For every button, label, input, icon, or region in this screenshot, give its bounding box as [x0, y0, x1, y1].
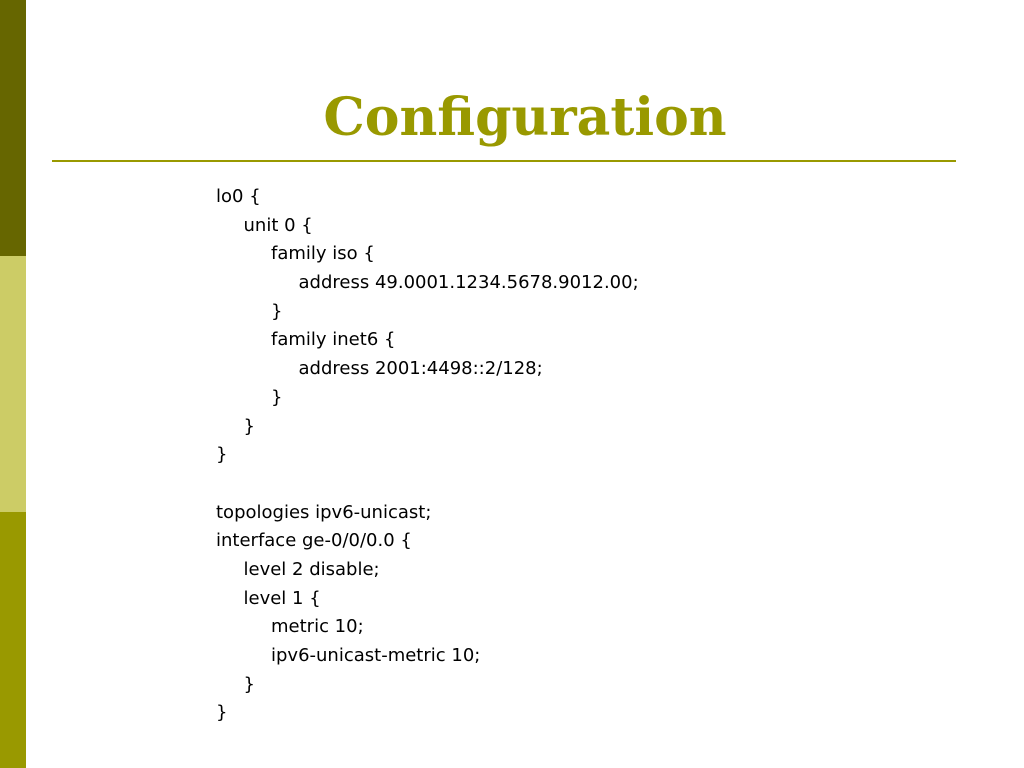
title-underline-rule — [52, 160, 956, 162]
code-line: lo0 { — [216, 186, 261, 207]
code-line: level 1 { — [243, 587, 321, 609]
code-line: ipv6-unicast-metric 10; — [271, 645, 481, 666]
decor-bar-bottom — [0, 512, 26, 768]
config-code-block — [216, 183, 639, 728]
code-line: address 2001:4498::2/128; — [298, 358, 543, 380]
decor-bar-middle — [0, 256, 26, 512]
code-line: } — [243, 673, 255, 695]
decor-bar-top — [0, 0, 26, 256]
code-line: metric 10; — [271, 616, 364, 638]
code-line: } — [271, 300, 283, 322]
code-line: unit 0 { — [243, 214, 313, 236]
code-line: family iso { — [271, 243, 375, 265]
code-line: family inet6 { — [271, 329, 396, 351]
code-line: } — [243, 415, 255, 437]
code-line: interface ge-0/0/0.0 { — [216, 530, 412, 552]
code-line: } — [216, 444, 228, 466]
code-line: level 2 disable; — [243, 558, 380, 580]
code-line: } — [216, 702, 228, 724]
code-line: } — [271, 386, 283, 408]
code-line: address 49.0001.1234.5678.9012.00; — [298, 272, 639, 294]
code-line — [216, 470, 639, 499]
code-line: topologies ipv6-unicast; — [216, 501, 432, 523]
slide-title: Configuration — [323, 87, 727, 148]
